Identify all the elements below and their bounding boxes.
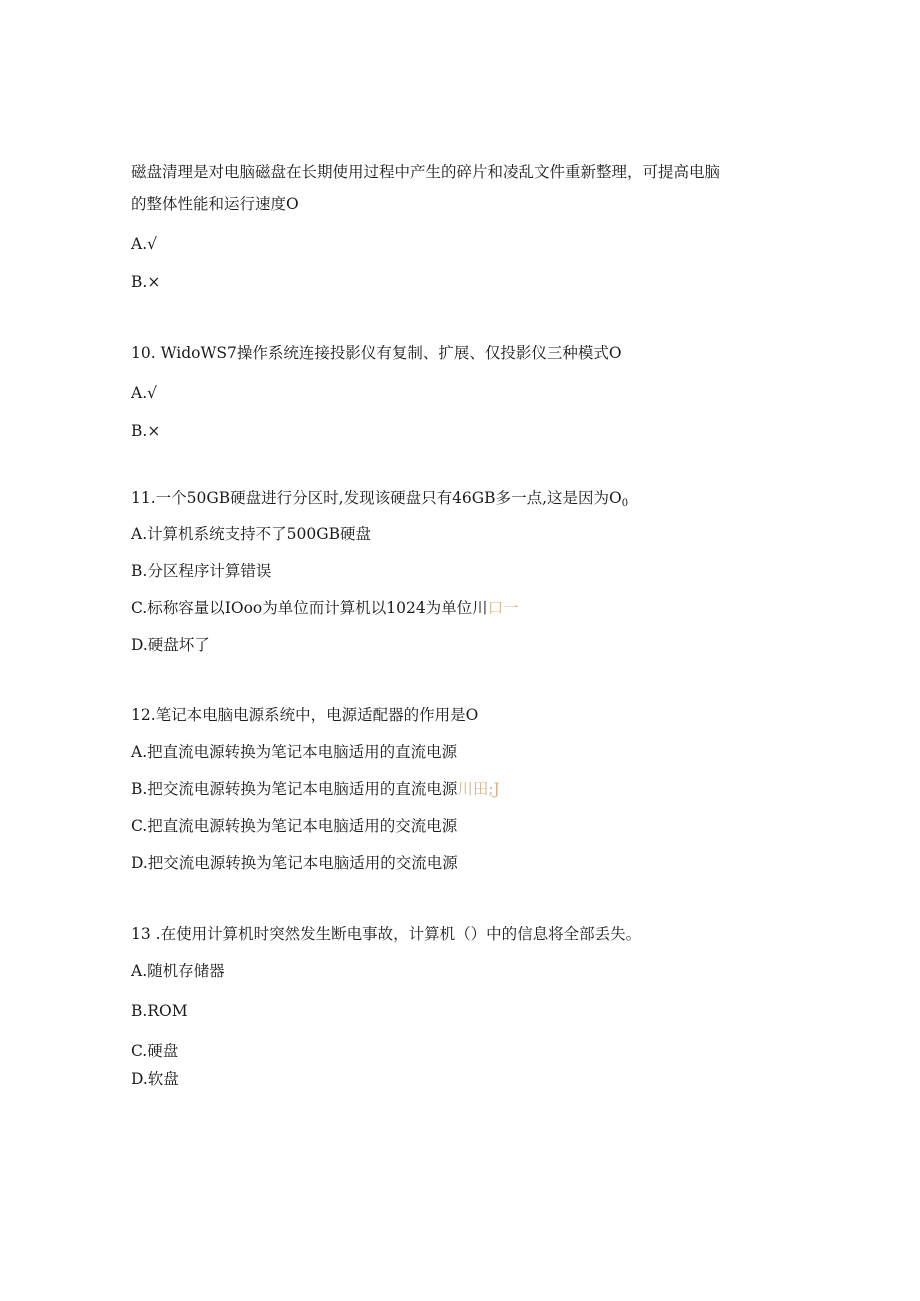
q11-option-b: B.分区程序计算错误 (131, 562, 272, 580)
q10-option-b: B.× (131, 422, 161, 440)
q11-option-c (131, 598, 519, 618)
q12-option-b-text: B.把交流电源转换为笔记本电脑适用的直流电源 (131, 780, 458, 798)
q9-option-a: A.√ (131, 235, 157, 253)
q10-stem: 10. WidoWS7操作系统连接投影仪有复制、扩展、仅投影仪三种模式O (131, 344, 622, 362)
q11-stem (131, 488, 628, 514)
q13-stem: 13 .在使用计算机时突然发生断电事故，计算机（）中的信息将全部丢失。 (131, 925, 642, 943)
q9-option-b: B.× (131, 273, 161, 291)
q9-stem-line1: 磁盘清理是对电脑磁盘在长期使用过程中产生的碎片和凌乱文件重新整理，可提高电脑 (131, 163, 721, 181)
q12-option-b-mark: 川田;J (457, 780, 500, 798)
q12-option-c: C.把直流电源转换为笔记本电脑适用的交流电源 (131, 817, 458, 835)
q11-option-c-mark: 口一 (487, 599, 519, 617)
q11-option-c-text: C.标称容量以IOoo为单位而计算机以1024为单位川 (131, 599, 488, 617)
q13-option-b: B.ROM (131, 1002, 188, 1020)
q10-option-a: A.√ (131, 384, 157, 402)
q11-option-a: A.计算机系统支持不了500GB硬盘 (131, 525, 371, 543)
q12-option-b (131, 779, 500, 799)
q9-stem-line2: 的整体性能和运行速度O (131, 195, 299, 213)
q12-option-d: D.把交流电源转换为笔记本电脑适用的交流电源 (131, 854, 458, 872)
q13-option-a: A.随机存储器 (131, 962, 225, 980)
q13-option-c: C.硬盘 (131, 1042, 179, 1060)
q12-stem: 12.笔记本电脑电源系统中，电源适配器的作用是O (131, 706, 479, 724)
q11-stem-subscript: 0 (621, 498, 629, 509)
q12-option-a: A.把直流电源转换为笔记本电脑适用的直流电源 (131, 743, 458, 761)
q11-option-d: D.硬盘坏了 (131, 636, 210, 654)
q11-stem-text: 11.一个50GB硬盘进行分区时,发现该硬盘只有46GB多一点,这是因为O (131, 489, 622, 507)
q13-option-d: D.软盘 (131, 1070, 179, 1088)
